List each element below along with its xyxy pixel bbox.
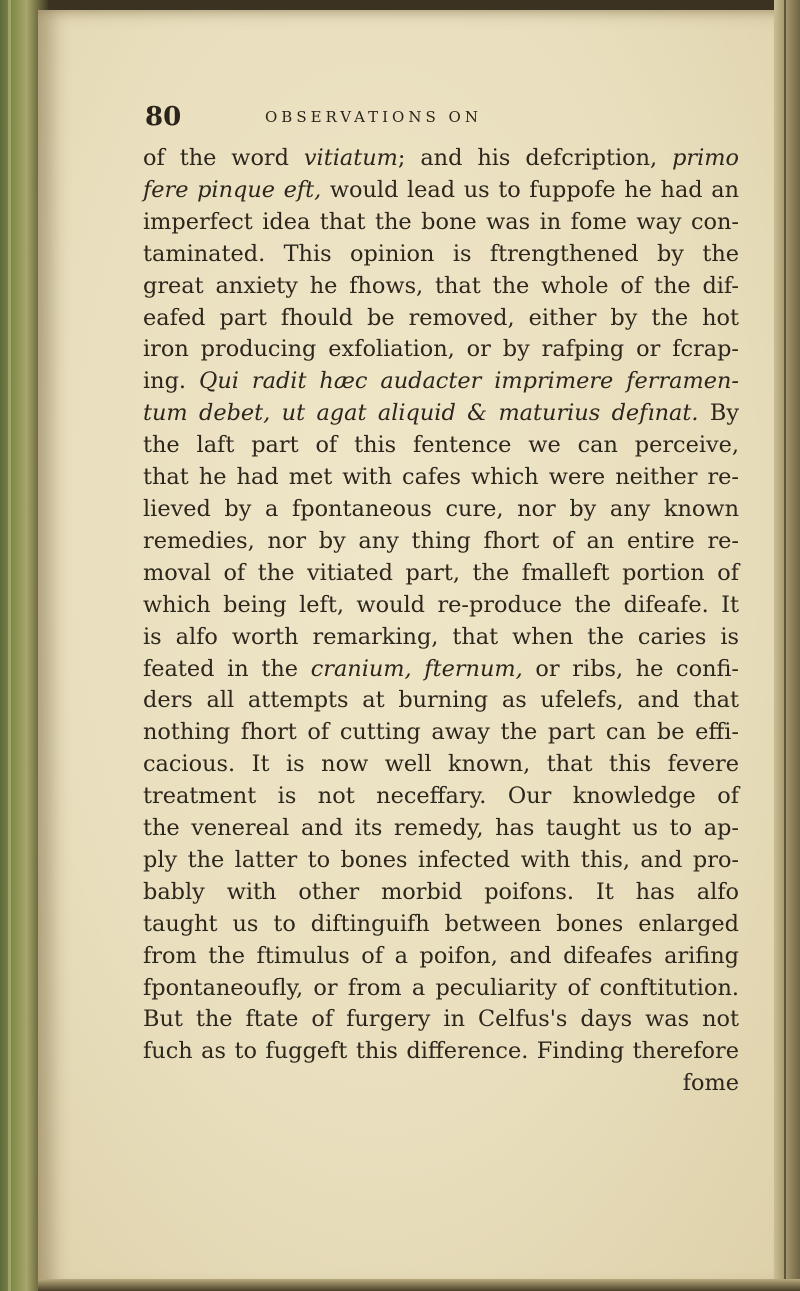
text-line — [143, 366, 739, 398]
text-line — [143, 813, 739, 845]
text-line — [143, 845, 739, 877]
text-run: bably with other morbid poifons. It has alfo — [143, 878, 739, 905]
text-run: nothing fhort of cutting away the part can be effi- — [143, 719, 739, 746]
text-run: ; and his defcription, — [397, 145, 673, 171]
text-run: is alfo worth remarking, that when the caries is — [143, 623, 739, 650]
text-run: taminated. This opinion is ftrengthened by the — [143, 240, 739, 267]
text-line — [143, 271, 739, 303]
text-run: fuch as to fuggeft this difference. Finding therefore — [143, 1038, 739, 1065]
text-line — [143, 303, 739, 335]
running-head: OBSERVATIONS ON — [265, 108, 482, 126]
text-line — [143, 239, 739, 271]
page-number: 80 — [145, 102, 182, 132]
text-line — [143, 717, 739, 749]
italic-run: Qui radit hæc audacter imprimere ferramen- — [199, 368, 740, 395]
body-text — [143, 143, 739, 1100]
text-run: ply the latter to bones infected with this, and pro- — [143, 846, 739, 873]
text-run: taught us to diftinguifh between bones enlarged — [143, 910, 739, 937]
text-line — [143, 430, 739, 462]
text-run: By — [698, 400, 739, 427]
italic-run: vitiatum — [303, 145, 398, 171]
text-line — [143, 558, 739, 590]
text-run: which being left, would re-produce the difeafe. It — [143, 591, 739, 618]
text-line — [143, 654, 739, 686]
text-line — [143, 175, 739, 207]
text-run: the venereal and its remedy, has taught us to ap- — [143, 815, 739, 842]
italic-run: fere pinque eft, — [143, 176, 322, 203]
text-line — [143, 941, 739, 973]
text-line — [143, 590, 739, 622]
text-line — [143, 877, 739, 909]
page-edge — [774, 0, 800, 1291]
text-run: imperfect idea that the bone was in fome way con- — [143, 208, 739, 235]
text-line — [143, 143, 739, 175]
text-run: cacious. It is now well known, that this fevere — [143, 751, 739, 778]
italic-run: primo — [672, 145, 739, 171]
text-line — [143, 622, 739, 654]
italic-run: tum debet, ut agat aliquid & maturius defınat. — [143, 400, 699, 427]
text-line — [143, 494, 739, 526]
text-line — [143, 749, 739, 781]
italic-run: cranium, fternum, — [310, 655, 523, 682]
text-line — [143, 909, 739, 941]
text-run: would lead us to fuppofe he had an — [321, 176, 739, 203]
text-run: that he had met with cafes which were neither re- — [143, 464, 739, 491]
text-line — [143, 334, 739, 366]
text-line — [143, 685, 739, 717]
text-run: moval of the vitiated part, the fmalleft portion of — [143, 559, 739, 586]
text-run: eafed part fhould be removed, either by the hot — [143, 304, 739, 331]
page-bottom-edge — [38, 1279, 800, 1291]
text-line — [143, 398, 739, 430]
text-run: from the ftimulus of a poifon, and difeafes arifing — [143, 942, 739, 969]
text-run: great anxiety he fhows, that the whole of the dif- — [143, 272, 739, 299]
text-line — [143, 1004, 739, 1036]
text-run: iron producing exfoliation, or by rafping or fcrap- — [143, 336, 739, 363]
text-run: ders all attempts at burning as ufelefs, and that — [143, 687, 739, 714]
page-header — [145, 102, 735, 142]
text-line — [143, 462, 739, 494]
text-line — [143, 973, 739, 1005]
text-line — [143, 207, 739, 239]
text-run: feated in the — [143, 655, 311, 682]
text-run: lieved by a fpontaneous cure, nor by any known — [143, 495, 739, 522]
text-run: remedies, nor by any thing fhort of an entire re- — [143, 527, 739, 554]
text-run: the laft part of this fentence we can perceive, — [143, 432, 739, 459]
text-line — [143, 1036, 739, 1068]
text-run: ing. — [143, 368, 199, 395]
text-run: But the ftate of furgery in Celfus's days was not — [143, 1006, 739, 1033]
text-line — [143, 781, 739, 813]
text-run: or ribs, he confi- — [522, 655, 739, 682]
text-run: of the word — [143, 145, 304, 171]
catchword: fome — [682, 1070, 739, 1097]
text-run: treatment is not neceffary. Our knowledge of — [143, 783, 739, 810]
text-line — [143, 526, 739, 558]
text-run: fpontaneoufly, or from a peculiarity of conftitution. — [143, 974, 739, 1001]
